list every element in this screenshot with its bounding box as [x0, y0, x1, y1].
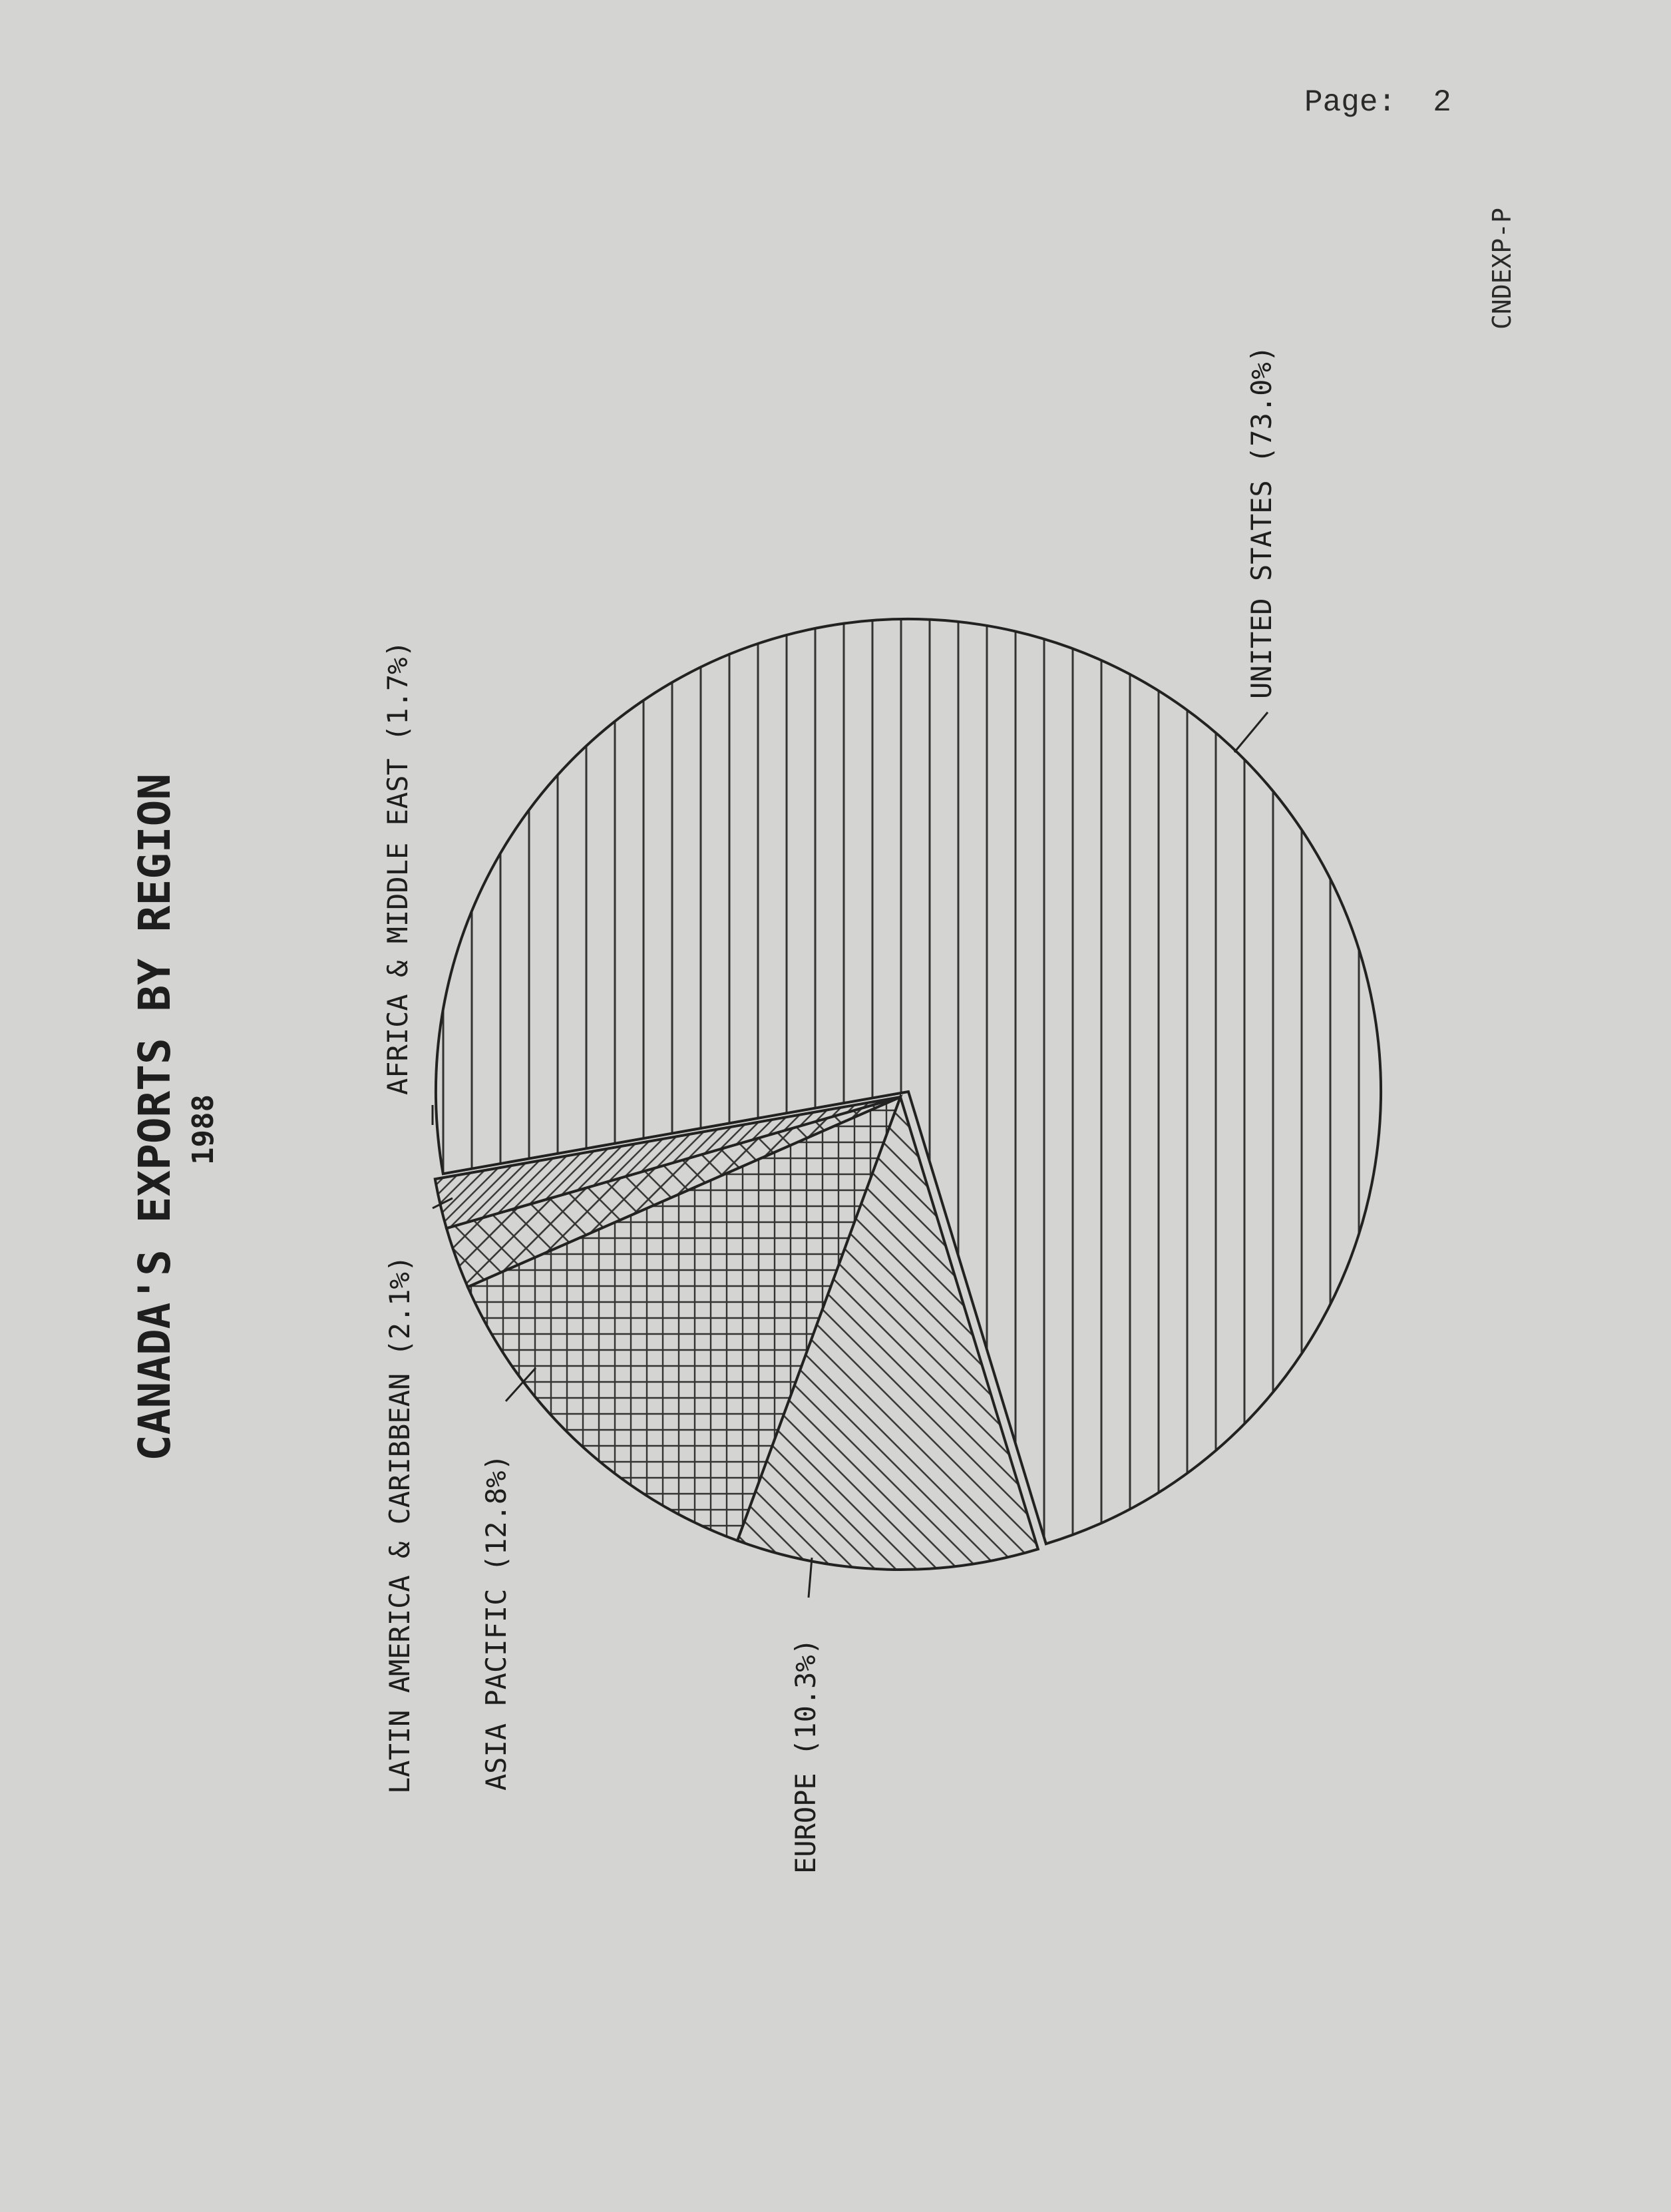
slice-label: LATIN AMERICA & CARIBBEAN (2.1%)	[383, 1255, 416, 1794]
leader-line	[1234, 712, 1268, 752]
leader-line	[809, 1558, 812, 1598]
slice-label: UNITED STATES (73.0%)	[1245, 345, 1278, 699]
chart-subtitle: 1988	[186, 1094, 220, 1165]
document-id: CNDEXP-P	[1487, 207, 1517, 330]
pie-slices	[435, 619, 1381, 1570]
slice-label: ASIA PACIFIC (12.8%)	[480, 1454, 512, 1791]
chart-title-group	[129, 774, 180, 1461]
slice-label: AFRICA & MIDDLE EAST (1.7%)	[381, 640, 414, 1095]
chart-title: CANADA'S EXPORTS BY REGION	[129, 773, 180, 1461]
slice-label: EUROPE (10.3%)	[789, 1638, 822, 1874]
page-number: Page: 2	[1304, 85, 1451, 120]
